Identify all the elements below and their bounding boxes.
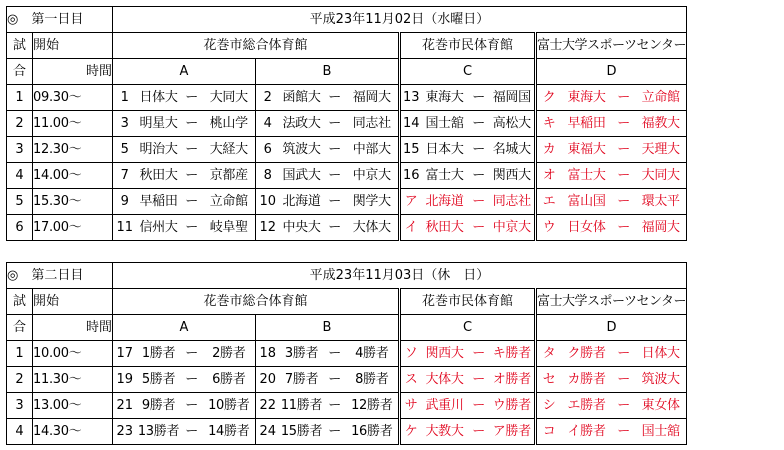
court-a-game-id: 3 bbox=[113, 111, 137, 137]
court-d-dash: ー bbox=[612, 215, 636, 241]
court-d-game-id: エ bbox=[536, 189, 562, 215]
court-c-dash: ー bbox=[468, 137, 490, 163]
court-a-dash: ー bbox=[181, 393, 203, 419]
court-c-game-id: 13 bbox=[400, 85, 422, 111]
day1-match-rows bbox=[7, 85, 687, 241]
court-d-game-id: タ bbox=[536, 341, 562, 367]
court-d-dash: ー bbox=[612, 137, 636, 163]
court-a-team1: 13勝者 bbox=[137, 419, 181, 445]
court-d-dash: ー bbox=[612, 341, 636, 367]
court-c-team1: 大体大 bbox=[422, 367, 468, 393]
court-b-team2: 中京大 bbox=[346, 163, 400, 189]
court-a-team1: 明星大 bbox=[137, 111, 181, 137]
match-number: 5 bbox=[7, 189, 33, 215]
court-a-game-id: 1 bbox=[113, 85, 137, 111]
court-b: B bbox=[256, 59, 400, 85]
court-a-team1: 日体大 bbox=[137, 85, 181, 111]
court-c-dash: ー bbox=[468, 85, 490, 111]
court-d-team2: 東女体 bbox=[635, 393, 686, 419]
match-number: 3 bbox=[7, 137, 33, 163]
court-d-dash: ー bbox=[612, 163, 636, 189]
match-row bbox=[7, 137, 687, 163]
match-number: 2 bbox=[7, 111, 33, 137]
date-title: 平成23年11月02日（水曜日） bbox=[113, 7, 687, 33]
court-a-dash: ー bbox=[181, 85, 203, 111]
venue-d: 富士大学スポーツセンター bbox=[536, 289, 687, 315]
day-label: ◎ 第二日目 bbox=[7, 263, 113, 289]
court-a-team2: 立命館 bbox=[203, 189, 256, 215]
court-c-team1: 関西大 bbox=[422, 341, 468, 367]
court-d-team1: イ勝者 bbox=[562, 419, 612, 445]
match-number: 6 bbox=[7, 215, 33, 241]
court-b-game-id: 20 bbox=[256, 367, 280, 393]
court-c-team2: 名城大 bbox=[490, 137, 536, 163]
court-a-team1: 早稲田 bbox=[137, 189, 181, 215]
court-c-team1: 秋田大 bbox=[422, 215, 468, 241]
court-d-game-id: キ bbox=[536, 111, 562, 137]
court-a-team2: 桃山学 bbox=[203, 111, 256, 137]
court-b-game-id: 18 bbox=[256, 341, 280, 367]
court-a-dash: ー bbox=[181, 163, 203, 189]
court-b-dash: ー bbox=[324, 85, 346, 111]
court-a-team2: 京都産 bbox=[203, 163, 256, 189]
court-row bbox=[7, 59, 687, 85]
court-d-team1: カ勝者 bbox=[562, 367, 612, 393]
court-d-team1: 日女体 bbox=[562, 215, 612, 241]
court-a-game-id: 21 bbox=[113, 393, 137, 419]
court-a-team2: 大経大 bbox=[203, 137, 256, 163]
court-a-dash: ー bbox=[181, 419, 203, 445]
court-c-team1: 武重川 bbox=[422, 393, 468, 419]
court-d-game-id: セ bbox=[536, 367, 562, 393]
court-b-dash: ー bbox=[324, 189, 346, 215]
match-row bbox=[7, 163, 687, 189]
court-d-team2: 環太平 bbox=[635, 189, 686, 215]
court-a-team2: 大同大 bbox=[203, 85, 256, 111]
match-number: 4 bbox=[7, 419, 33, 445]
court-a-game-id: 17 bbox=[113, 341, 137, 367]
header-jikan: 時間 bbox=[33, 315, 113, 341]
court-b-dash: ー bbox=[324, 137, 346, 163]
start-time: 14.00～ bbox=[33, 163, 113, 189]
court-b-team2: 関学大 bbox=[346, 189, 400, 215]
court-b-game-id: 22 bbox=[256, 393, 280, 419]
court-b-team1: 7勝者 bbox=[280, 367, 324, 393]
court-a-dash: ー bbox=[181, 137, 203, 163]
court-c-dash: ー bbox=[468, 367, 490, 393]
court-b-team2: 大体大 bbox=[346, 215, 400, 241]
court-d-team2: 大同大 bbox=[635, 163, 686, 189]
venue-c: 花巻市民体育館 bbox=[400, 33, 536, 59]
venue-ab: 花巻市総合体育館 bbox=[113, 33, 400, 59]
start-time: 10.00～ bbox=[33, 341, 113, 367]
court-b-game-id: 8 bbox=[256, 163, 280, 189]
court-d-team1: 富山国 bbox=[562, 189, 612, 215]
court-c-team2: ア勝者 bbox=[490, 419, 536, 445]
court-c-dash: ー bbox=[468, 393, 490, 419]
court-b-dash: ー bbox=[324, 341, 346, 367]
start-time: 11.00～ bbox=[33, 111, 113, 137]
court-b-dash: ー bbox=[324, 111, 346, 137]
header-shi: 試 bbox=[7, 33, 33, 59]
court-c-game-id: イ bbox=[400, 215, 422, 241]
court-d-team1: ク勝者 bbox=[562, 341, 612, 367]
court-d-dash: ー bbox=[612, 111, 636, 137]
court-c-team1: 国士舘 bbox=[422, 111, 468, 137]
court-a-team1: 秋田大 bbox=[137, 163, 181, 189]
court-b-team2: 同志社 bbox=[346, 111, 400, 137]
court-b-team1: 筑波大 bbox=[280, 137, 324, 163]
start-time: 12.30～ bbox=[33, 137, 113, 163]
court-c-dash: ー bbox=[468, 215, 490, 241]
court-a: A bbox=[113, 59, 256, 85]
court-c-team2: 中京大 bbox=[490, 215, 536, 241]
court-b-game-id: 24 bbox=[256, 419, 280, 445]
court-d-game-id: ク bbox=[536, 85, 562, 111]
court-b-game-id: 2 bbox=[256, 85, 280, 111]
court-b-team2: 中部大 bbox=[346, 137, 400, 163]
court-d-team1: 富士大 bbox=[562, 163, 612, 189]
court-d-team2: 筑波大 bbox=[635, 367, 686, 393]
court-b-team1: 北海道 bbox=[280, 189, 324, 215]
court-b-team2: 福岡大 bbox=[346, 85, 400, 111]
match-number: 1 bbox=[7, 85, 33, 111]
court-a-game-id: 5 bbox=[113, 137, 137, 163]
court-a-team2: 2勝者 bbox=[203, 341, 256, 367]
court-d-team2: 福教大 bbox=[635, 111, 686, 137]
court-c-team2: 福岡国 bbox=[490, 85, 536, 111]
court-a-team1: 信州大 bbox=[137, 215, 181, 241]
court-d-team2: 天理大 bbox=[635, 137, 686, 163]
match-row bbox=[7, 111, 687, 137]
court-a-dash: ー bbox=[181, 341, 203, 367]
match-row bbox=[7, 367, 687, 393]
court-c-game-id: 16 bbox=[400, 163, 422, 189]
court-a-game-id: 19 bbox=[113, 367, 137, 393]
court-b-dash: ー bbox=[324, 393, 346, 419]
start-time: 13.00～ bbox=[33, 393, 113, 419]
court-b-team1: 11勝者 bbox=[280, 393, 324, 419]
court-a-team2: 14勝者 bbox=[203, 419, 256, 445]
venue-row bbox=[7, 289, 687, 315]
court-d-game-id: シ bbox=[536, 393, 562, 419]
court-d-dash: ー bbox=[612, 367, 636, 393]
court-c-game-id: ア bbox=[400, 189, 422, 215]
court-d-dash: ー bbox=[612, 393, 636, 419]
court-d-team2: 国士舘 bbox=[635, 419, 686, 445]
court-c: C bbox=[400, 59, 536, 85]
court-c: C bbox=[400, 315, 536, 341]
court-c-game-id: 15 bbox=[400, 137, 422, 163]
court-c-dash: ー bbox=[468, 163, 490, 189]
court-c-team2: 高松大 bbox=[490, 111, 536, 137]
court-c-game-id: ソ bbox=[400, 341, 422, 367]
court-b-team1: 国武大 bbox=[280, 163, 324, 189]
start-time: 11.30～ bbox=[33, 367, 113, 393]
venue-ab: 花巻市総合体育館 bbox=[113, 289, 400, 315]
court-b-dash: ー bbox=[324, 419, 346, 445]
court-a-dash: ー bbox=[181, 367, 203, 393]
court-a-dash: ー bbox=[181, 111, 203, 137]
court-a-team2: 6勝者 bbox=[203, 367, 256, 393]
court-c-team1: 北海道 bbox=[422, 189, 468, 215]
court-b-team2: 4勝者 bbox=[346, 341, 400, 367]
court-d-game-id: コ bbox=[536, 419, 562, 445]
day2-schedule-table bbox=[6, 262, 687, 445]
court-c-team2: オ勝者 bbox=[490, 367, 536, 393]
venue-row bbox=[7, 33, 687, 59]
header-ai: 合 bbox=[7, 315, 33, 341]
court-a-team1: 9勝者 bbox=[137, 393, 181, 419]
court-d-team2: 日体大 bbox=[635, 341, 686, 367]
court-a-team1: 明治大 bbox=[137, 137, 181, 163]
match-row bbox=[7, 189, 687, 215]
court-d-game-id: ウ bbox=[536, 215, 562, 241]
header-shi: 試 bbox=[7, 289, 33, 315]
match-row bbox=[7, 85, 687, 111]
court-d-dash: ー bbox=[612, 419, 636, 445]
court-c-team1: 東海大 bbox=[422, 85, 468, 111]
day-title-row bbox=[7, 7, 687, 33]
day-label: ◎ 第一日目 bbox=[7, 7, 113, 33]
day2-match-rows bbox=[7, 341, 687, 445]
court-a: A bbox=[113, 315, 256, 341]
court-c-game-id: サ bbox=[400, 393, 422, 419]
court-d-dash: ー bbox=[612, 189, 636, 215]
court-c-dash: ー bbox=[468, 341, 490, 367]
match-number: 4 bbox=[7, 163, 33, 189]
match-number: 3 bbox=[7, 393, 33, 419]
header-kaishi: 開始 bbox=[33, 33, 113, 59]
court-row bbox=[7, 315, 687, 341]
court-c-team1: 大教大 bbox=[422, 419, 468, 445]
court-d-team2: 福岡大 bbox=[635, 215, 686, 241]
court-b-team1: 法政大 bbox=[280, 111, 324, 137]
court-b-game-id: 10 bbox=[256, 189, 280, 215]
court-c-dash: ー bbox=[468, 189, 490, 215]
court-c-game-id: ケ bbox=[400, 419, 422, 445]
match-row bbox=[7, 419, 687, 445]
court-b-team1: 函館大 bbox=[280, 85, 324, 111]
court-d-team2: 立命館 bbox=[635, 85, 686, 111]
court-b-team2: 8勝者 bbox=[346, 367, 400, 393]
court-d: D bbox=[536, 59, 687, 85]
court-b-team1: 15勝者 bbox=[280, 419, 324, 445]
court-a-game-id: 23 bbox=[113, 419, 137, 445]
header-kaishi: 開始 bbox=[33, 289, 113, 315]
header-ai: 合 bbox=[7, 59, 33, 85]
court-d: D bbox=[536, 315, 687, 341]
court-b-dash: ー bbox=[324, 163, 346, 189]
court-d-team1: エ勝者 bbox=[562, 393, 612, 419]
court-a-game-id: 11 bbox=[113, 215, 137, 241]
court-a-team1: 1勝者 bbox=[137, 341, 181, 367]
start-time: 09.30～ bbox=[33, 85, 113, 111]
match-number: 1 bbox=[7, 341, 33, 367]
match-number: 2 bbox=[7, 367, 33, 393]
court-d-team1: 東海大 bbox=[562, 85, 612, 111]
court-c-team2: 同志社 bbox=[490, 189, 536, 215]
court-d-team1: 東福大 bbox=[562, 137, 612, 163]
court-a-team1: 5勝者 bbox=[137, 367, 181, 393]
court-c-dash: ー bbox=[468, 419, 490, 445]
court-b-dash: ー bbox=[324, 367, 346, 393]
match-row bbox=[7, 215, 687, 241]
court-c-game-id: ス bbox=[400, 367, 422, 393]
start-time: 17.00～ bbox=[33, 215, 113, 241]
court-b-team2: 12勝者 bbox=[346, 393, 400, 419]
court-b-team2: 16勝者 bbox=[346, 419, 400, 445]
header-jikan: 時間 bbox=[33, 59, 113, 85]
court-d-game-id: カ bbox=[536, 137, 562, 163]
court-d-game-id: オ bbox=[536, 163, 562, 189]
court-b-dash: ー bbox=[324, 215, 346, 241]
date-title: 平成23年11月03日（休 日） bbox=[113, 263, 687, 289]
start-time: 15.30～ bbox=[33, 189, 113, 215]
court-c-game-id: 14 bbox=[400, 111, 422, 137]
court-c-team1: 富士大 bbox=[422, 163, 468, 189]
court-a-dash: ー bbox=[181, 215, 203, 241]
court-a-game-id: 7 bbox=[113, 163, 137, 189]
court-c-dash: ー bbox=[468, 111, 490, 137]
match-row bbox=[7, 341, 687, 367]
court-c-team2: ウ勝者 bbox=[490, 393, 536, 419]
court-b-team1: 3勝者 bbox=[280, 341, 324, 367]
venue-c: 花巻市民体育館 bbox=[400, 289, 536, 315]
court-b-game-id: 6 bbox=[256, 137, 280, 163]
day-title-row bbox=[7, 263, 687, 289]
court-c-team2: 関西大 bbox=[490, 163, 536, 189]
match-row bbox=[7, 393, 687, 419]
day1-schedule-table bbox=[6, 6, 687, 241]
court-a-dash: ー bbox=[181, 189, 203, 215]
court-c-team1: 日本大 bbox=[422, 137, 468, 163]
court-b: B bbox=[256, 315, 400, 341]
court-b-team1: 中央大 bbox=[280, 215, 324, 241]
court-c-team2: キ勝者 bbox=[490, 341, 536, 367]
start-time: 14.30～ bbox=[33, 419, 113, 445]
venue-d: 富士大学スポーツセンター bbox=[536, 33, 687, 59]
court-a-team2: 岐阜聖 bbox=[203, 215, 256, 241]
court-a-game-id: 9 bbox=[113, 189, 137, 215]
court-b-game-id: 12 bbox=[256, 215, 280, 241]
court-d-dash: ー bbox=[612, 85, 636, 111]
court-d-team1: 早稲田 bbox=[562, 111, 612, 137]
court-a-team2: 10勝者 bbox=[203, 393, 256, 419]
court-b-game-id: 4 bbox=[256, 111, 280, 137]
